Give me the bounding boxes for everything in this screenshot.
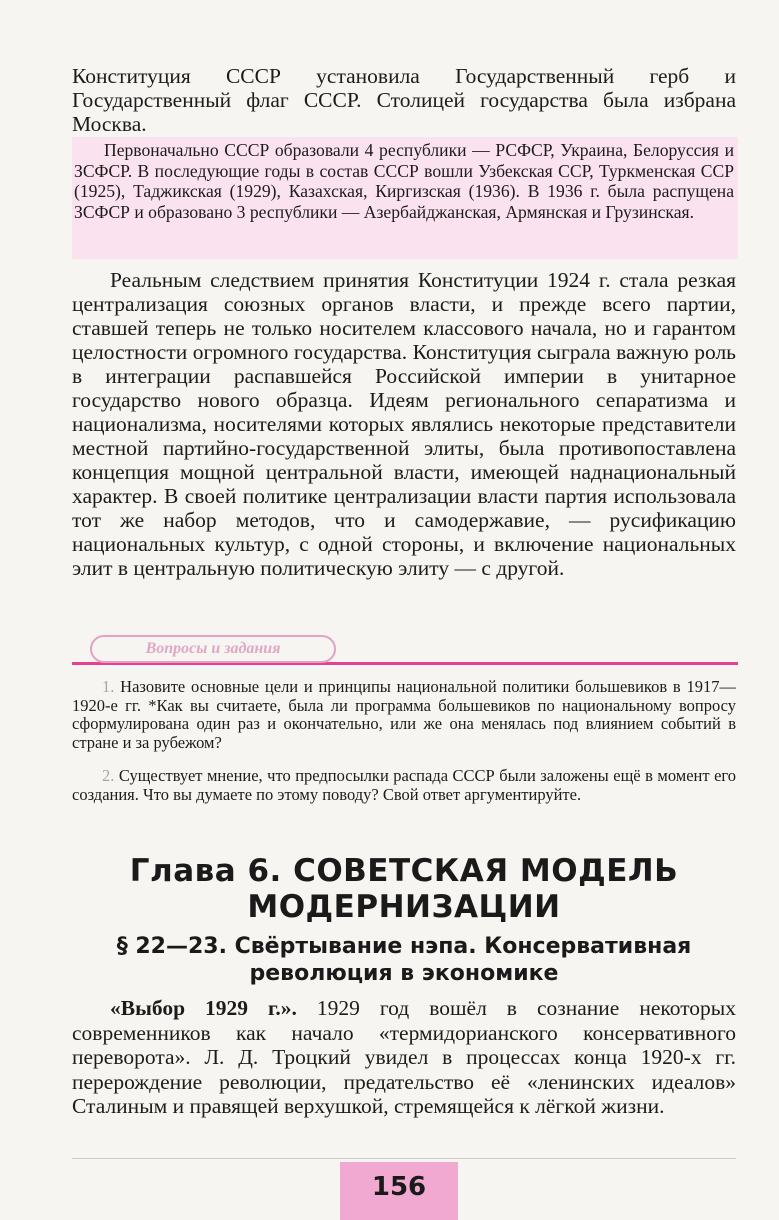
question-text-2: Существует мнение, что предпосылки распада СССР были заложены ещё в момент его создания. Что вы думаете по этому поводу? Свой ответ аргументируйте. <box>72 766 736 804</box>
section-paragraph-text: 1929 год вошёл в сознание некоторых современников как начало «термидорианского консервативного переворота». Л. Д. Троцкий увидел в процессах конца 1920-х гг. перерождение революции, предательство её «ленинских идеалов» Сталиным и правящей верхушкой, стремящейся к лёгкой жизни. <box>72 996 737 1118</box>
question-text-1: Назовите основные цели и принципы национальной политики большевиков в 1917—1920-е гг. *Как вы считаете, была ли программа большевиков по национальному вопросу сформулирована один раз и окончательно, или же она менялась под влиянием событий в стране и за рубежом? <box>72 677 737 752</box>
section-title-line-1: § 22—23. Свёртывание нэпа. Консервативная <box>116 934 692 959</box>
questions-header <box>72 632 738 664</box>
chapter-title-line-2: МОДЕРНИЗАЦИИ <box>247 889 561 925</box>
question-number-2: 2. <box>102 766 115 785</box>
section-paragraph-lead: «Выбор 1929 г.». <box>110 996 297 1020</box>
question-number-1: 1. <box>102 677 115 696</box>
question-item-1 <box>72 678 736 752</box>
page-number: 156 <box>371 1172 427 1202</box>
section-title-line-2: революция в экономике <box>249 961 559 986</box>
question-item-2 <box>72 767 736 804</box>
footer-divider <box>72 1158 736 1159</box>
note-paragraph: Первоначально СССР образовали 4 республики — РСФСР, Украина, Белоруссия и ЗСФСР. В последующие годы в состав СССР вошли Узбекская ССР, Туркменская ССР (1925), Таджикская (1929), Казахская, Киргизская (1936). В 1936 г. была распущена ЗСФСР и образовано 3 республики — Азербайджанская, Армянская и Грузинская. <box>74 140 734 222</box>
chapter-title-line-1: Глава 6. СОВЕТСКАЯ МОДЕЛЬ <box>129 853 679 889</box>
questions-label: Вопросы и задания <box>90 635 336 663</box>
section-paragraph <box>72 996 736 1119</box>
body-paragraph-1: Конституция СССР установила Государственный герб и Государственный флаг СССР. Столицей государства была избрана Москва. <box>72 64 736 136</box>
body-paragraph-2: Реальным следствием принятия Конституции 1924 г. стала резкая централизация союзных органов власти, и прежде всего партии, ставшей теперь не только носителем классового начала, но и гарантом целостности огромного государства. Конституция сыграла важную роль в интеграции распавшейся Российской империи в унитарное государство нового образца. Идеям регионального сепаратизма и национализма, носителями которых являлись некоторые представители местной партийно-государственной элиты, была противопоставлена концепция мощной центральной власти, имеющей наднациональный характер. В своей политике централизации власти партия использовала тот же набор методов, что и самодержавие, — русификацию национальных культур, с одной стороны, и включение национальных элит в центральную политическую элиту — с другой. <box>72 268 736 580</box>
